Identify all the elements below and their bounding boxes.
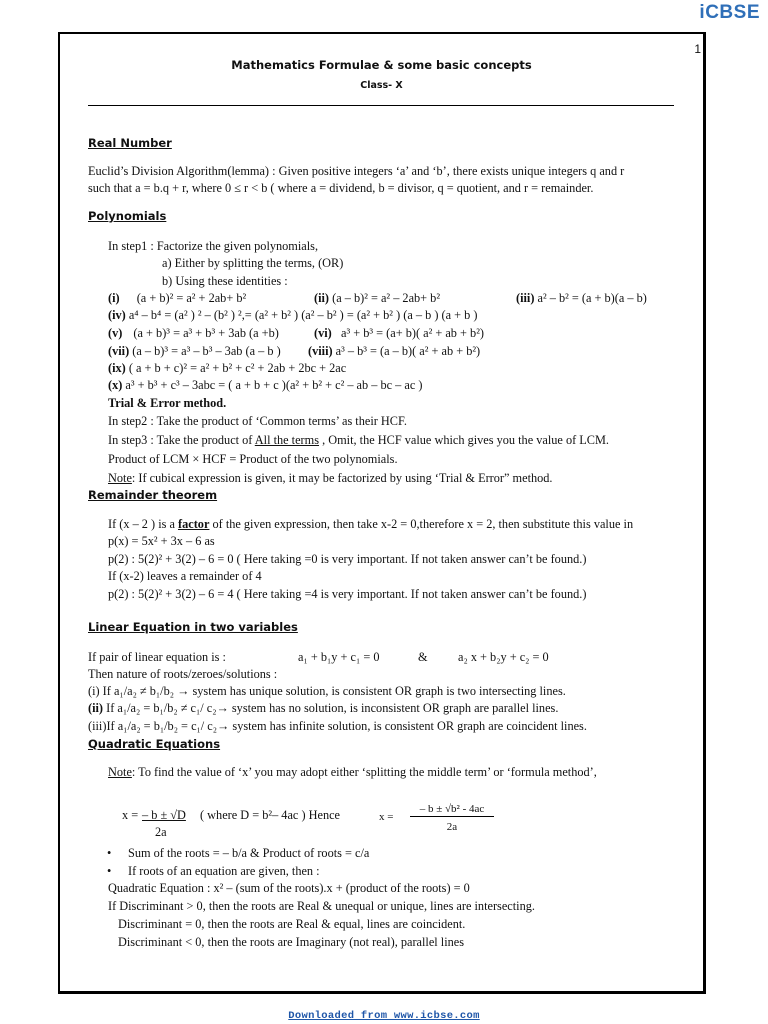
bullet-sum-product: • Sum of the roots = – b/a & Product of roots = c/a [128, 846, 369, 860]
step3-text-b: , Omit, the HCF value which gives you the value of LCM. [319, 433, 609, 447]
discriminant-zero: Discriminant = 0, then the roots are Real & equal, lines are coincident. [118, 917, 466, 931]
identity-viii: a³ – b³ = (a – b)( a² + ab + b²) [335, 344, 481, 358]
remainder-heading: Remainder theorem [88, 488, 218, 502]
identity-vi-label: (vi) [314, 326, 332, 340]
identity-v-label: (v) [108, 326, 123, 340]
linear-case-1-text: If a₁/a₂ ≠ b₁/b₂ → system has unique solution, is consistent OR graph is two intersecting lines. [99, 684, 566, 698]
remainder-factor-word: factor [178, 517, 210, 531]
identity-row-6 [108, 378, 422, 392]
remainder-line3: p(2) : 5(2)² + 3(2) – 6 = 0 ( Here taking =0 is very important. If not taken answer can’t be found.) [108, 552, 587, 566]
linear-case-2-label: (ii) [88, 701, 104, 715]
identity-row-3 [108, 326, 688, 340]
poly-note-text: : If cubical expression is given, it may be factorized by using ‘Trial & Error” method. [131, 471, 553, 485]
formula-x-equals: x = [122, 808, 139, 822]
real-number-heading: Real Number [88, 136, 172, 150]
step3-all-terms: All the terms [254, 433, 320, 447]
identity-vii-label: (vii) [108, 344, 130, 358]
bullet-roots-given: • If roots of an equation are given, then : [128, 864, 320, 878]
identity-row-5 [108, 361, 346, 375]
poly-option-a: a) Either by splitting the terms, (OR) [162, 256, 344, 270]
linear-equation-1: a₁ + b₁y + c₁ = 0 [298, 650, 380, 664]
quadratic-equation-line: Quadratic Equation : x² – (sum of the roots).x + (product of the roots) = 0 [108, 881, 470, 895]
formula2-denominator: 2a [446, 821, 458, 833]
real-number-line1: Euclid’s Division Algorithm(lemma) : Given positive integers ‘a’ and ‘b’, there exists unique integers q and r [88, 164, 625, 178]
identity-i-label: (i) [108, 291, 120, 305]
formula-where: ( where D = b²– 4ac ) Hence [200, 808, 341, 822]
identity-ii: (a – b)² = a² – 2ab+ b² [332, 291, 441, 305]
discriminant-positive: If Discriminant > 0, then the roots are Real & unequal or unique, lines are intersecting. [108, 899, 535, 913]
identity-x-label: (x) [108, 378, 123, 392]
identity-vi: a³ + b³ = (a+ b)( a² + ab + b²) [341, 326, 484, 340]
quadratic-note-label: Note [108, 765, 132, 779]
document-title: Mathematics Formulae & some basic concepts [231, 58, 532, 72]
linear-case-2-text: If a₁/a₂ = b₁/b₂ ≠ c₁/ c₂→ system has no solution, is inconsistent OR graph are parallel lines. [103, 701, 559, 715]
linear-case-3: (iii)If a₁/a₂ = b₁/b₂ = c₁/ c₂→ system has infinite solution, is consistent OR graph are coincident lines. [88, 719, 587, 733]
identity-iii: a² – b² = (a + b)(a – b) [537, 291, 647, 305]
remainder-line5: p(2) : 5(2)² + 3(2) – 6 = 4 ( Here taking =4 is very important. If not taken answer can’t be found.) [108, 587, 587, 601]
identity-x: a³ + b³ + c³ – 3abc = ( a + b + c )(a² + b² + c² – ab – bc – ac ) [125, 378, 423, 392]
quadratic-note-text: : To find the value of ‘x’ you may adopt either ‘splitting the middle term’ or ‘formula method’, [131, 765, 597, 779]
quadratic-note [108, 765, 597, 779]
identity-ii-label: (ii) [314, 291, 330, 305]
poly-step2: In step2 : Take the product of ‘Common terms’ as their HCF. [108, 414, 407, 428]
linear-ampersand: & [418, 650, 428, 664]
identity-viii-label: (viii) [308, 344, 333, 358]
identity-ix: ( a + b + c)² = a² + b² + c² + 2ab + 2bc + 2ac [128, 361, 347, 375]
icbse-logo: iCBSE [699, 2, 760, 23]
remainder-line4: If (x-2) leaves a remainder of 4 [108, 569, 262, 583]
document-subtitle: Class- X [360, 80, 403, 91]
identity-iii-label: (iii) [516, 291, 535, 305]
lcm-hcf-product: Product of LCM × HCF = Product of the two polynomials. [108, 452, 398, 466]
formula2-numerator: – b ± √b² - 4ac [410, 803, 494, 817]
formula-numerator-text: – b ± √D [142, 808, 186, 822]
linear-heading: Linear Equation in two variables [88, 620, 298, 634]
formula2-x-equals: x = [379, 811, 394, 823]
remainder-l1-a: If (x – 2 ) is a [108, 517, 179, 531]
page-number: 1 [694, 42, 701, 56]
poly-note-label: Note [108, 471, 132, 485]
linear-equation-2: a₂ x + b₂y + c₂ = 0 [458, 650, 549, 664]
identity-v: (a + b)³ = a³ + b³ + 3ab (a +b) [133, 326, 279, 340]
remainder-line2: p(x) = 5x² + 3x – 6 as [108, 534, 215, 548]
remainder-line1 [108, 517, 633, 531]
poly-note [108, 471, 553, 485]
linear-nature-line: Then nature of roots/zeroes/solutions : [88, 667, 278, 681]
identity-iv-label: (iv) [108, 308, 126, 322]
linear-case-1-label: (i) [88, 684, 100, 698]
download-footer-link[interactable]: Downloaded from www.icbse.com [288, 1010, 480, 1022]
formula-numerator [142, 808, 186, 823]
discriminant-negative: Discriminant < 0, then the roots are Imaginary (not real), parallel lines [118, 935, 465, 949]
quadratic-heading: Quadratic Equations [88, 737, 221, 751]
poly-step3 [108, 433, 609, 447]
identity-vii: (a – b)³ = a³ – b³ – 3ab (a – b ) [132, 344, 281, 358]
identity-row-4 [108, 344, 688, 358]
identity-iv: a⁴ – b⁴ = (a² ) ² – (b² ) ²,= (a² + b² ) (a² – b² ) = (a² + b² ) (a – b ) (a + b ) [128, 308, 478, 322]
linear-case-1 [88, 684, 566, 698]
title-divider [88, 105, 674, 106]
remainder-l1-b: of the given expression, then take x-2 = 0,therefore x = 2, then substitute this value in [209, 517, 634, 531]
formula-denominator: 2a [155, 825, 167, 839]
trial-error-method: Trial & Error method. [108, 396, 227, 410]
real-number-line2: such that a = b.q + r, where 0 ≤ r < b ( where a = dividend, b = divisor, q = quotient, and r = remainder. [88, 181, 594, 195]
page-frame [58, 32, 706, 994]
poly-option-b: b) Using these identities : [162, 274, 288, 288]
identity-ix-label: (ix) [108, 361, 126, 375]
step3-text-a: In step3 : Take the product of [108, 433, 255, 447]
linear-case-2 [88, 701, 558, 715]
polynomials-heading: Polynomials [88, 209, 167, 223]
identity-i: (a + b)² = a² + 2ab+ b² [136, 291, 247, 305]
poly-step1: In step1 : Factorize the given polynomials, [108, 239, 319, 253]
identity-row-2 [108, 308, 477, 322]
linear-pair-line [88, 650, 648, 664]
linear-intro: If pair of linear equation is : [88, 650, 226, 664]
identity-row-1 [108, 291, 688, 305]
